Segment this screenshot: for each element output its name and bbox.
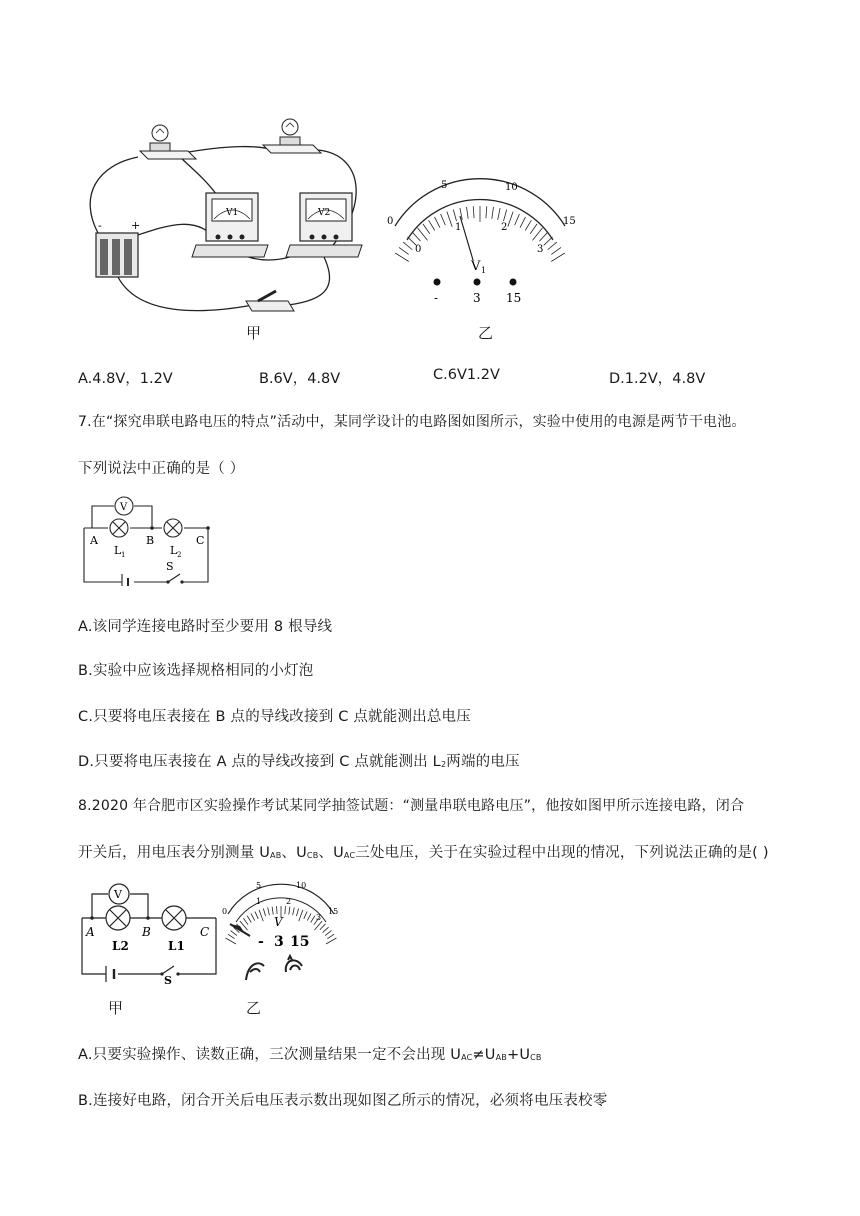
q7-l1-sub: 1: [121, 551, 126, 559]
lamp-2-icon: [263, 119, 321, 153]
q8-sub-ac: AC: [343, 851, 356, 860]
dial-tick: [293, 907, 295, 915]
figure-series-circuit-photo: [78, 115, 378, 345]
q7-option-b[interactable]: B.实验中应该选择规格相同的小灯泡: [78, 663, 314, 679]
dial-tick: [277, 906, 278, 914]
dial-tick: [263, 908, 265, 916]
q8-terminal-3: 3: [274, 934, 284, 950]
q8-stem-line-2: [78, 841, 769, 862]
q7-option-d-pre: D.只要将电压表接在 A 点的导线改接到 C 点就能测出 L: [78, 754, 441, 770]
dial-outer-tick-15: 15: [563, 216, 576, 227]
dial-tick: [228, 934, 235, 938]
dial-tick: [503, 210, 506, 222]
dial-tick: [467, 207, 469, 219]
q8-dial-inner-2: 2: [286, 897, 292, 906]
q8-sub-cb: CB: [306, 851, 319, 860]
dial-tick: [532, 228, 542, 240]
battery-minus-label: -: [98, 219, 102, 232]
dial-tick: [447, 212, 452, 227]
q7-option-d-sub: 2: [440, 760, 447, 769]
dial-tick: [434, 217, 439, 228]
dial-tick: [327, 934, 334, 938]
dial-tick: [285, 906, 286, 914]
dial-tick: [473, 206, 474, 218]
q7-l2-sub: 2: [177, 551, 182, 559]
dial-tick: [423, 224, 430, 234]
q7-point-b: B: [146, 534, 155, 547]
q8-stem-pre: 开关后，用电压表分别测量 U: [78, 845, 271, 861]
terminal-15: 15: [506, 291, 522, 305]
q7-l2-label: L: [170, 544, 178, 557]
dial-tick: [551, 253, 565, 261]
q6-option-c[interactable]: C.6V1.2V: [433, 367, 500, 383]
dial-tick: [247, 916, 251, 923]
dial-tick: [395, 253, 409, 261]
dial-tick: [530, 224, 537, 234]
q8-option-a-sub-cb: CB: [530, 1053, 542, 1062]
q8-point-c: C: [200, 925, 210, 939]
q8-dial-name: V: [274, 915, 283, 929]
q8-dial-inner-3: 3: [316, 913, 322, 922]
q8-point-a: A: [86, 925, 95, 939]
lamp-1-icon: [140, 125, 196, 159]
terminal-minus: -: [434, 291, 439, 305]
q8-switch-label: S: [164, 974, 172, 987]
dial-tick: [498, 208, 500, 220]
dial-tick: [399, 247, 409, 254]
q8-option-a-plus: +U: [506, 1047, 531, 1063]
dial-tick: [441, 214, 446, 225]
q8-option-a[interactable]: [78, 1043, 542, 1064]
dial-tick: [255, 912, 258, 919]
dial-tick: [325, 931, 331, 936]
dial-tick: [243, 918, 248, 924]
dial-tick: [551, 247, 561, 254]
dial-tick: [251, 913, 255, 920]
q8-terminal-minus: -: [258, 934, 264, 950]
q8-stem-line-1: 8.2020 年合肥市区实验操作考试某同学抽签试题：“测量串联电路电压”，他按如图甲所示连接电路，闭合: [78, 798, 745, 814]
figure-q8-circuit: [78, 880, 223, 990]
voltmeter-1-icon: [192, 193, 268, 257]
dial-tick: [231, 931, 237, 936]
dial-tick: [403, 242, 412, 250]
q8-v-label: V: [114, 888, 122, 901]
q7-point-c: C: [196, 534, 205, 547]
dial-tick: [323, 927, 329, 932]
dial-tick: [492, 207, 494, 219]
dial-inner-tick-0: 0: [415, 244, 422, 255]
q7-option-a[interactable]: A.该同学连接电路时至少要用 8 根导线: [78, 619, 333, 635]
q8-option-a-sub-ac: AC: [461, 1053, 473, 1062]
q7-option-d[interactable]: [78, 750, 520, 771]
dial-outer-tick-0: 0: [387, 216, 394, 227]
dial-tick: [418, 228, 428, 240]
q7-v-label: V: [120, 502, 128, 513]
q8-stem-post: 三处电压，关于在实验过程中出现的情况，下列说法正确的是( ): [355, 845, 769, 861]
dial-tick: [320, 924, 326, 930]
figure-q8-dial: [222, 880, 342, 992]
terminal-3: 3: [473, 291, 481, 305]
q7-l1-label: L: [114, 544, 122, 557]
dial-name-sub: 1: [481, 266, 487, 275]
q7-option-d-post: 两端的电压: [446, 754, 520, 770]
q6-option-a[interactable]: A.4.8V，1.2V: [78, 371, 173, 387]
dial-outer-tick-10: 10: [505, 182, 518, 193]
q8-sep-1: 、U: [281, 845, 307, 861]
meter-2-label: V2: [318, 208, 331, 218]
dial-tick: [544, 237, 553, 245]
q7-switch-label: S: [166, 560, 174, 573]
q8-l2-label: L2: [112, 939, 129, 953]
q8-option-a-pre: A.只要实验操作、读数正确，三次测量结果一定不会出现 U: [78, 1047, 462, 1063]
meter-1-label: V1: [226, 208, 239, 218]
q6-option-d[interactable]: D.1.2V，4.8V: [609, 371, 706, 387]
q8-sub-ab: AB: [270, 851, 282, 860]
dial-tick: [486, 206, 487, 218]
dial-tick: [259, 910, 263, 921]
q8-option-b[interactable]: B.连接好电路，闭合开关后电压表示数出现如图乙所示的情况，必须将电压表校零: [78, 1093, 608, 1109]
dial-tick: [508, 212, 513, 227]
dial-tick: [268, 907, 270, 915]
q7-stem-line-1: 7.在“探究串联电路电压的特点”活动中，某同学设计的电路图如图所示，实验中使用的电源是两节干电池。: [78, 414, 746, 430]
battery-plus-label: +: [131, 219, 141, 232]
dial-tick: [272, 907, 273, 915]
fig1-caption-left: 甲: [246, 324, 262, 342]
dial-name: V: [471, 259, 481, 274]
q8-terminal-15: 15: [290, 934, 310, 950]
figure-q7-circuit: [78, 490, 218, 586]
battery-icon: [96, 219, 140, 277]
q8-dial-tick-15: 15: [328, 907, 339, 916]
dial-tick: [304, 912, 307, 919]
q7-option-c[interactable]: C.只要将电压表接在 B 点的导线改接到 C 点就能测出总电压: [78, 709, 471, 725]
dial-inner-tick-2: 2: [501, 222, 508, 233]
dial-inner-tick-1: 1: [455, 222, 462, 233]
figure-voltmeter-dial: [385, 178, 585, 308]
fig1-caption-right: 乙: [478, 324, 494, 342]
q6-option-b[interactable]: B.6V，4.8V: [259, 371, 341, 387]
q8-caption-right: 乙: [246, 999, 262, 1017]
dial-tick: [299, 910, 303, 921]
dial-tick: [412, 232, 420, 241]
voltmeter-2-icon: [286, 193, 362, 257]
dial-tick: [520, 217, 525, 228]
dial-tick: [429, 220, 435, 230]
dial-tick: [296, 908, 298, 916]
q8-dial-tick-5: 5: [256, 881, 262, 890]
q8-caption-left: 甲: [108, 999, 124, 1017]
q8-point-b: B: [142, 925, 151, 939]
dial-inner-tick-3: 3: [537, 244, 544, 255]
dial-tick: [289, 907, 290, 915]
dial-outer-tick-5: 5: [441, 180, 448, 191]
dial-tick: [307, 913, 311, 920]
q8-dial-tick-0: 0: [222, 907, 228, 916]
q8-dial-inner-1: 1: [256, 897, 262, 906]
q8-option-a-ne: ≠U: [472, 1047, 496, 1063]
q8-dial-tick-10: 10: [296, 881, 307, 890]
q7-point-a: A: [90, 534, 98, 547]
q8-option-a-sub-ab: AB: [495, 1053, 507, 1062]
q8-l1-label: L1: [168, 939, 185, 953]
dial-tick: [311, 916, 315, 923]
dial-tick: [453, 210, 456, 222]
dial-tick: [539, 232, 547, 241]
dial-tick: [548, 242, 557, 250]
q7-stem-line-2: 下列说法中正确的是（ ）: [78, 461, 245, 477]
q8-sep-2: 、U: [318, 845, 344, 861]
dial-tick: [525, 220, 531, 230]
dial-tick: [515, 214, 520, 225]
switch-icon: [246, 291, 294, 311]
